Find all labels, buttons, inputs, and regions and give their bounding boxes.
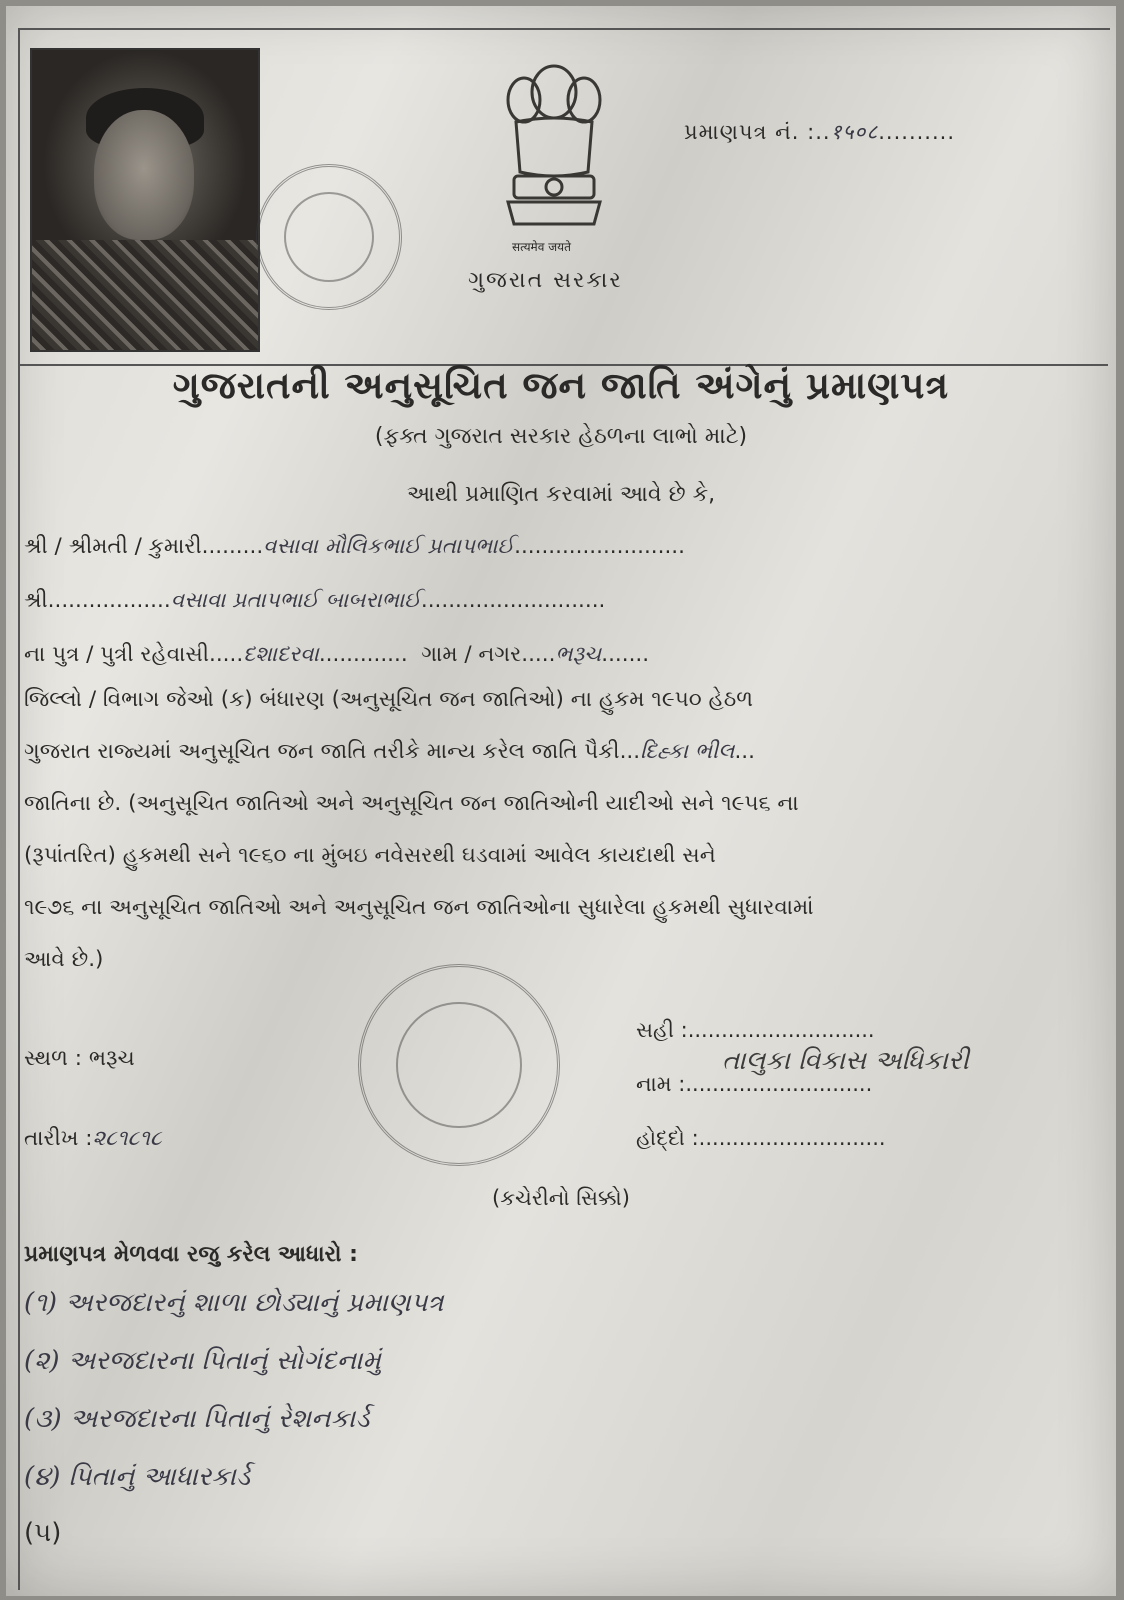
designation-row: હોદ્દો :............................ <box>636 1126 886 1150</box>
certification-intro: આથી પ્રમાણિત કરવામાં આવે છે કે, <box>406 482 716 507</box>
document-item-1: (૧) અરજદારનું શાળા છોડ્યાનું પ્રમાણપત્ર <box>24 1288 444 1318</box>
photo-seal-stamp <box>256 164 402 310</box>
residence-row: ના પુત્ર / પુત્રી રહેવાસી.....દશાદરવા............. ગામ / નગર.....ભરૂચ....... <box>24 642 650 667</box>
signatory-name-label: નામ : <box>636 1072 686 1096</box>
name-row: શ્રી / શ્રીમતી / કુમારી.........વસાવા મૌલિકભાઈ પ્રતાપભાઈ......................... <box>24 534 685 559</box>
certificate-body <box>24 674 1084 986</box>
child-label: ના પુત્ર / પુત્રી રહેવાસી <box>24 642 209 667</box>
certificate-subtitle: (ફક્ત ગુજરાત સરકાર હેઠળના લાભો માટે) <box>374 424 748 449</box>
date-label: તારીખ : <box>24 1126 93 1151</box>
certificate-number-value: १५०८ <box>830 120 879 144</box>
body-line-1: જિલ્લો / વિભાગ જેઓ (ક) બંધારણ (અનુસૂચિત જન જાતિઓ) ના હુકમ ૧૯૫૦ હેઠળ <box>24 687 754 712</box>
officer-stamp-text: તાલુકા વિકાસ અધિકારી <box>722 1046 969 1076</box>
office-seal-label: (કચેરીનો સિક્કો) <box>492 1186 630 1210</box>
residence-value: દશાદરવા <box>243 642 319 667</box>
village-label: ગામ / નગર <box>421 642 522 667</box>
sign-label: સહી : <box>636 1018 688 1042</box>
certificate-number-label: પ્રમાણપત્ર નં. : <box>684 120 816 144</box>
body-line-2: ગુજરાત રાજ્યમાં અનુસૂચિત જન જાતિ તરીકે માન્ય કરેલ જાતિ પૈકી...દિહ્કા ભીલ... <box>24 739 755 764</box>
name-label: શ્રી / શ્રીમતી / કુમારી <box>24 534 202 559</box>
document-item-3: (૩) અરજદારના પિતાનું રેશનકાર્ડ <box>24 1404 370 1434</box>
father-value: વસાવા પ્રતાપભાઈ બાબરાભાઈ <box>170 588 421 613</box>
father-row: શ્રી..................વસાવા પ્રતાપભાઈ બાબરાભાઈ........................... <box>24 588 606 613</box>
certificate-paper <box>6 6 1116 1596</box>
body-line-4: (રૂપાંતરિત) હુકમથી સને ૧૯૬૦ ના મુંબઇ નવેસરથી ઘડવામાં આવેલ કાયદાથી સને <box>24 843 716 868</box>
office-seal-stamp <box>358 964 560 1166</box>
government-name: ગુજરાત સરકાર <box>468 268 623 293</box>
certificate-number: પ્રમાણપત્ર નં. :..१५०८.......... <box>684 120 956 144</box>
document-item-4: (૪) પિતાનું આધારકાર્ડ <box>24 1462 251 1492</box>
body-line-5: ૧૯૭૬ ના અનુસૂચિત જાતિઓ અને અનુસૂચિત જન જાતિઓના સુધારેલા હુકમથી સુધારવામાં <box>24 895 814 920</box>
certificate-title: ગુજરાતની અનુસૂચિત જન જાતિ અંગેનું પ્રમાણપત્ર <box>172 364 950 407</box>
sign-row: સહી :............................ <box>636 1018 875 1042</box>
applicant-photo <box>30 48 260 352</box>
date-row <box>24 1126 162 1151</box>
ashoka-emblem-icon <box>494 52 614 242</box>
name-value: વસાવા મૌલિકભાઈ પ્રતાપભાઈ <box>263 534 515 559</box>
place-label: સ્થળ : ભરૂચ <box>24 1046 135 1071</box>
designation-label: હોદ્દો : <box>636 1126 699 1150</box>
documents-heading: પ્રમાણપત્ર મેળવવા રજુ કરેલ આધારો : <box>24 1242 358 1267</box>
body-line-3: જાતિના છે. (અનુસૂચિત જાતિઓ અને અનુસૂચિત જન જાતિઓની યાદીઓ સને ૧૯૫૬ ના <box>24 791 799 816</box>
name-sign-row: નામ :............................ <box>636 1072 873 1096</box>
father-label: શ્રી <box>24 588 48 613</box>
document-item-2: (૨) અરજદારના પિતાનું સોગંદનામું <box>24 1346 381 1376</box>
caste-value: દિહ્કા ભીલ <box>640 739 735 764</box>
body-line-6: આવે છે.) <box>24 947 104 972</box>
date-value: ૨૮૧૮૧૮ <box>92 1126 162 1151</box>
document-item-5: (૫) <box>24 1518 62 1548</box>
village-value: ભરૂચ <box>555 642 602 667</box>
emblem-motto: सत्यमेव जयते <box>512 240 571 254</box>
